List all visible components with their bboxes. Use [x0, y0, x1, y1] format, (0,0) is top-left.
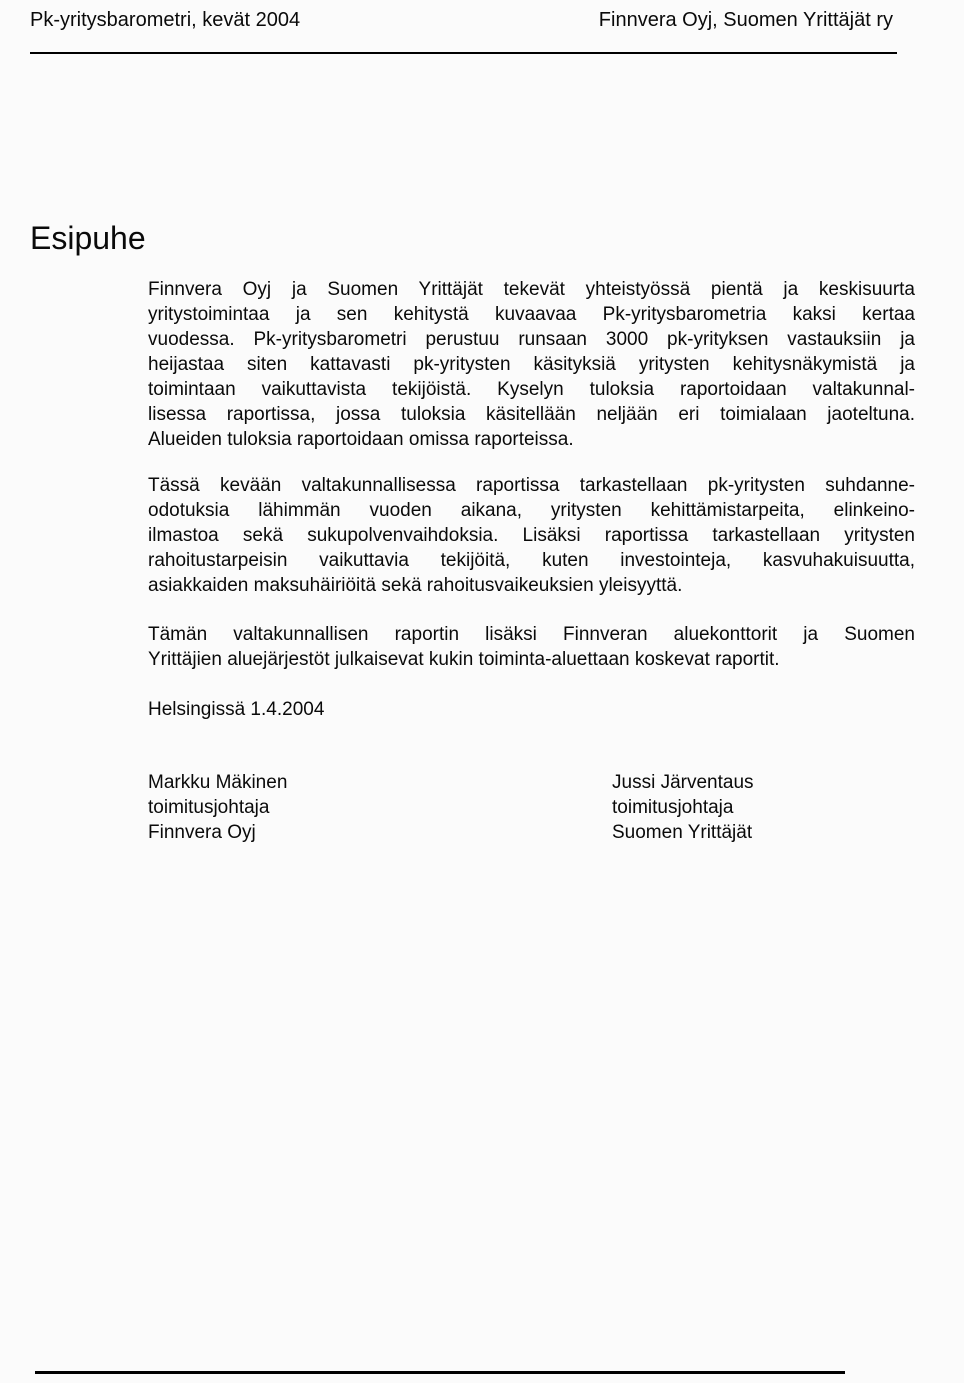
date-line: Helsingissä 1.4.2004 — [148, 699, 325, 720]
text-line: ilmastoa sekä sukupolvenvaihdoksia. Lisäksi raportissa tarkastellaan yritysten — [148, 525, 915, 546]
text-line: rahoitustarpeisin vaikuttavia tekijöitä, kuten investointeja, kasvuhakuisuutta, — [148, 550, 915, 571]
text-line: lisessa raportissa, jossa tuloksia käsitellään neljään eri toimialaan jaoteltuna. — [148, 404, 915, 425]
signer-name: Jussi Järventaus — [612, 772, 754, 793]
signer-organization: Suomen Yrittäjät — [612, 822, 753, 843]
header-right-text: Finnvera Oyj, Suomen Yrittäjät ry — [598, 9, 893, 31]
paragraph-report-contents — [148, 473, 915, 598]
text-line: heijastaa siten kattavasti pk-yritysten käsityksiä yritysten kehitysnäkymistä ja — [148, 354, 915, 375]
header-divider — [30, 52, 897, 54]
signer-role: toimitusjohtaja — [148, 797, 270, 818]
text-line: vuodessa. Pk-yritysbarometri perustuu runsaan 3000 pk-yrityksen vastauksiin ja — [148, 329, 915, 350]
text-line: Tässä kevään valtakunnallisessa raportissa tarkastellaan pk-yritysten suhdanne- — [148, 475, 915, 496]
text-line: yritystoimintaa ja sen kehitystä kuvaavaa Pk-yritysbarometria kaksi kertaa — [148, 304, 915, 325]
page-title: Esipuhe — [30, 220, 146, 256]
signer-name: Markku Mäkinen — [148, 772, 288, 793]
footer-divider — [35, 1371, 845, 1374]
text-line: asiakkaiden maksuhäiriöitä sekä rahoitusvaikeuksien yleisyyttä. — [148, 575, 683, 596]
text-line: toimintaan vaikuttavista tekijöistä. Kyselyn tuloksia raportoidaan valtakunnal- — [148, 379, 915, 400]
text-line: Yrittäjien aluejärjestöt julkaisevat kukin toiminta-aluettaan koskevat raportit. — [148, 649, 780, 670]
text-line: Tämän valtakunnallisen raportin lisäksi Finnveran aluekonttorit ja Suomen — [148, 624, 915, 645]
paragraph-regional-reports — [148, 622, 915, 672]
text-line: Alueiden tuloksia raportoidaan omissa raporteissa. — [148, 429, 574, 450]
signature-block-suomen-yrittajat — [612, 770, 754, 845]
header-left-text: Pk-yritysbarometri, kevät 2004 — [30, 9, 301, 31]
signer-organization: Finnvera Oyj — [148, 822, 256, 843]
signer-role: toimitusjohtaja — [612, 797, 734, 818]
paragraph-intro — [148, 277, 915, 452]
text-line: Finnvera Oyj ja Suomen Yrittäjät tekevät yhteistyössä pientä ja keskisuurta — [148, 279, 915, 300]
text-line: odotuksia lähimmän vuoden aikana, yritysten kehittämistarpeita, elinkeino- — [148, 500, 915, 521]
signature-block-finnvera — [148, 770, 287, 845]
